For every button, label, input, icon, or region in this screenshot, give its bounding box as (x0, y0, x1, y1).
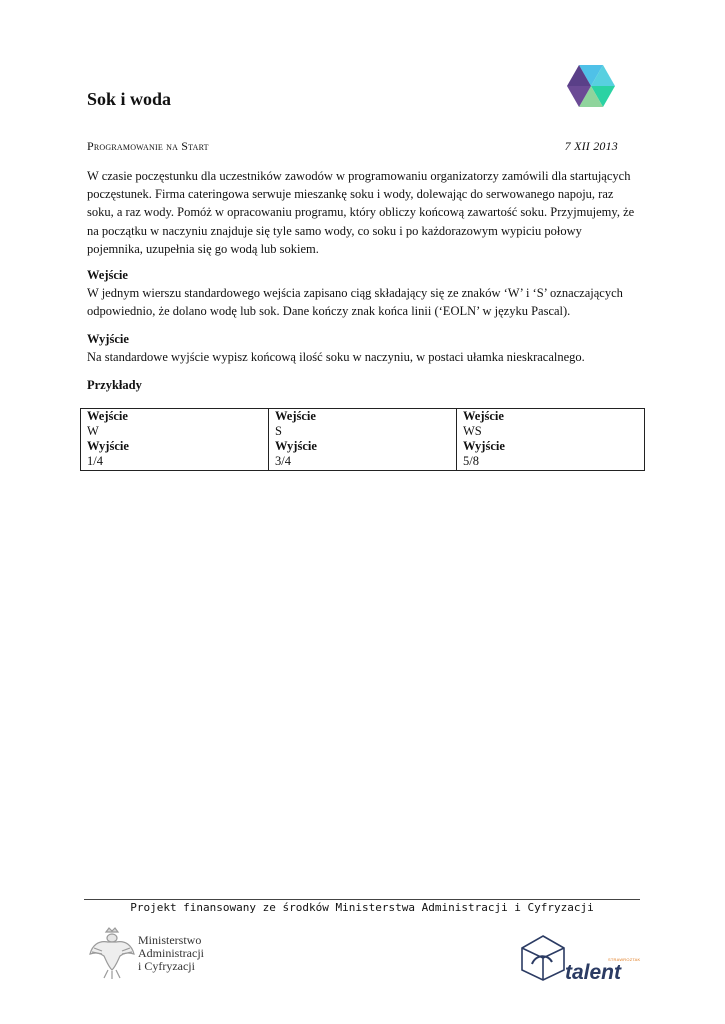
input-description: W jednym wierszu standardowego wejścia zapisano ciąg składający się ze znaków ‘W’ i ‘S’ oznaczających odpowiednio, że dolano wodę lub sok. Dane kończy znak końca linii (‘EOLN’ w języku Pascal). (87, 286, 623, 319)
ministry-line: Administracji (138, 946, 204, 960)
examples-heading: Przykłady (87, 378, 142, 392)
example-output-value: 1/4 (87, 454, 103, 468)
talent-tagline: STRAWROZTAK (608, 957, 641, 962)
output-heading: Wyjście (87, 332, 129, 346)
example-input-value: W (87, 424, 99, 438)
example-input-label: Wejście (87, 409, 128, 423)
talent-logo-icon (518, 934, 568, 982)
example-cell (269, 409, 457, 471)
input-heading: Wejście (87, 268, 128, 282)
example-input-value: WS (463, 424, 482, 438)
output-description: Na standardowe wyjście wypisz końcową ilość soku w naczyniu, w postaci ułamka nieskracalnego. (87, 350, 585, 364)
example-output-label: Wyjście (87, 439, 129, 453)
example-cell (81, 409, 269, 471)
page-title: Sok i woda (87, 89, 172, 109)
example-cell (457, 409, 645, 471)
task-description: W czasie poczęstunku dla uczestników zawodów w programowaniu organizatorzy zamówili dla startujących poczęstunek. Firma cateringowa serwuje mieszankę soku i wody, dolewając do serwowanego napoju, raz soku, a raz wody. Pomóż w opracowaniu programu, który obliczy końcową zawartość soku. Przyjmujemy, że na początku w naczyniu znajduje się tyle samo wody, co soku i po każdorazowym wypiciu połowy pojemnika, uzupełnia się go wodą lub sokiem. (87, 169, 635, 256)
example-output-label: Wyjście (463, 439, 505, 453)
ministry-name (138, 934, 204, 973)
talent-wordmark: talent (565, 961, 622, 984)
ministry-line: Ministerstwo (138, 933, 202, 947)
examples-table (80, 408, 645, 471)
example-input-value: S (275, 424, 282, 438)
contest-date: 7 XII 2013 (564, 139, 618, 153)
table-row (81, 409, 645, 471)
example-input-label: Wejście (463, 409, 504, 423)
footer-divider (84, 899, 640, 900)
contest-name: Programowanie na Start (87, 139, 209, 153)
eagle-emblem-icon (88, 926, 136, 980)
example-output-value: 3/4 (275, 454, 291, 468)
contest-subheader (87, 139, 618, 154)
funding-note: Projekt finansowany ze środków Ministerstwa Administracji i Cyfryzacji (130, 901, 594, 914)
example-output-value: 5/8 (463, 454, 479, 468)
example-input-label: Wejście (275, 409, 316, 423)
ministry-line: i Cyfryzacji (138, 959, 195, 973)
example-output-label: Wyjście (275, 439, 317, 453)
hexagon-logo-icon (567, 65, 615, 107)
